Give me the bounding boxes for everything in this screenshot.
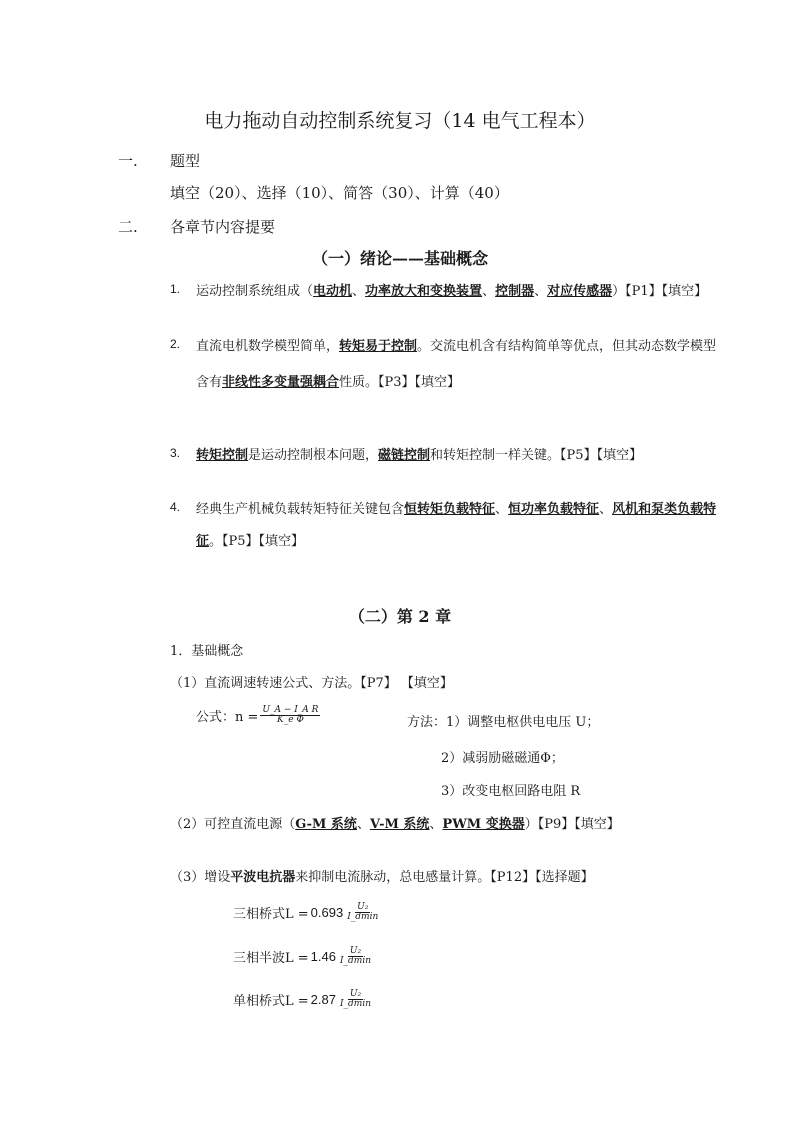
- keyword-torque-control: 转矩易于控制: [339, 339, 418, 354]
- chapter1-heading: （一）绪论——基础概念: [311, 249, 488, 268]
- item4-number: 4.: [170, 500, 181, 514]
- section-two-label: 各章节内容提要: [170, 218, 276, 236]
- keyword-vm-system: V-M 系统: [369, 817, 430, 832]
- chapter2-p3: （3）增设平波电抗器来抑制电流脉动，总电感量计算。【P12】【选择题】: [170, 870, 594, 885]
- keyword-gm-system: G-M 系统: [295, 817, 357, 832]
- inductance-three-phase-half-wave: 三相半波L = 1.46 $\frac{\text{U₂}}{I\_dmin}$: [233, 946, 372, 967]
- section-one-number: 一.: [118, 152, 138, 170]
- item1-text: 运动控制系统组成（电动机、功率放大和变换装置、控制器、对应传感器）【P1】【填空】: [196, 284, 708, 299]
- section-one-label: 题型: [170, 152, 201, 170]
- chapter2-p1: （1）直流调速转速公式、方法。【P7】 【填空】: [170, 676, 453, 691]
- item2-number: 2.: [170, 337, 181, 351]
- keyword-fan-pump: 风机和泵类负载特: [612, 502, 717, 517]
- keyword-power-amplifier: 功率放大和变换装置: [365, 284, 483, 299]
- inductance-single-phase-bridge: 单相桥式L = 2.87 $\frac{\text{U₂}}{I\_dmin}$: [233, 989, 372, 1010]
- item2-line1: 直流电机数学模型简单，转矩易于控制。交流电机含有结构简单等优点，但其动态数学模型: [196, 339, 717, 354]
- keyword-smoothing-reactor: 平波电抗器: [230, 870, 296, 885]
- section-two-number: 二.: [118, 218, 138, 236]
- keyword-pwm-converter: PWM 变换器: [442, 817, 525, 832]
- keyword-torque-control-2: 转矩控制: [196, 448, 249, 463]
- section-one-content: 填空（20）、选择（10）、简答（30）、计算（40）: [170, 184, 509, 202]
- keyword-nonlinear: 非线性多变量强耦合: [222, 375, 340, 390]
- item4-line2: 征。【P5】【填空】: [196, 534, 305, 549]
- speed-formula-fraction: $\frac{\text{U\_A − I\_A R}}{\text{K\_e Φ}}$: [262, 705, 319, 726]
- page-title: 电力拖动自动控制系统复习（14 电气工程本）: [204, 110, 596, 132]
- speed-formula: 公式：n = $\frac{\text{U\_A − I\_A R}}{\text{K\_e Φ}}$: [196, 705, 319, 726]
- item3-number: 3.: [170, 446, 181, 460]
- chapter2-sub1: 1．基础概念: [170, 644, 244, 659]
- item2-line2: 含有非线性多变量强耦合性质。【P3】【填空】: [196, 375, 461, 390]
- keyword-constant-power: 恒功率负载特征: [508, 502, 600, 517]
- method-2: 2）减弱励磁磁通Φ；: [441, 751, 564, 766]
- chapter2-p2: （2）可控直流电源（G-M 系统、V-M 系统、PWM 变换器）【P9】【填空】: [170, 817, 620, 832]
- keyword-controller: 控制器: [495, 284, 535, 299]
- keyword-constant-torque: 恒转矩负载特征: [404, 502, 496, 517]
- chapter2-heading: （二）第 2 章: [348, 607, 452, 626]
- keyword-sensor: 对应传感器: [547, 284, 613, 299]
- item3-text: 转矩控制是运动控制根本问题，磁链控制和转矩控制一样关键。【P5】【填空】: [196, 448, 643, 463]
- method-1: 方法：1）调整电枢供电电压 U；: [407, 715, 600, 730]
- item4-line1: 经典生产机械负载转矩特征关键包含恒转矩负载特征、恒功率负载特征、风机和泵类负载特: [196, 502, 717, 517]
- keyword-motor: 电动机: [313, 284, 353, 299]
- inductance-three-phase-bridge: 三相桥式L = 0.693 $\frac{\text{U₂}}{I\_dmin}$: [233, 902, 379, 923]
- method-3: 3）改变电枢回路电阻 R: [441, 784, 581, 799]
- item1-number: 1.: [170, 282, 181, 296]
- keyword-flux-control: 磁链控制: [378, 448, 431, 463]
